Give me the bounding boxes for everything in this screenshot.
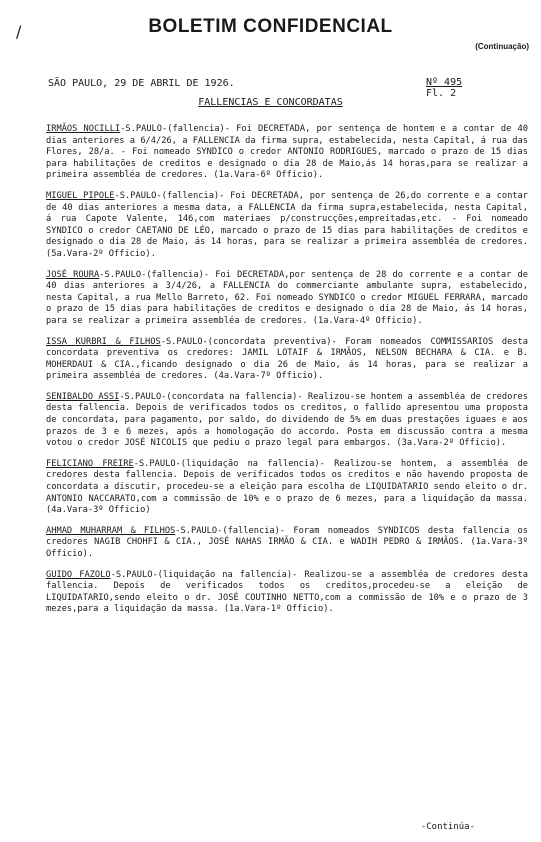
entry-name: JOSÉ ROURA (46, 269, 100, 280)
handwritten-mark: / (16, 22, 22, 41)
entry-text: -S.PAULO-(liquidação na fallencia)- Realizou-se hontem, a assembléa de credores desta fallencia. Depois de verificados todos os creditos e não havendo proposta de concordata a discutir, procedeu-se a eleição para escolha de LIQUIDATARIO sendo eleito o dr. ANTONIO NACCARATO,com a commissão de 10% e o prazo de 6 mezes, para a liquidação da massa.(4a.Vara-3º Officio) (46, 458, 529, 516)
entry-name: FELICIANO FREIRE (46, 458, 134, 469)
list-item (46, 570, 528, 616)
document-title: BOLETIM CONFIDENCIAL (148, 16, 393, 37)
entry-name: ISSA KURBRI & FILHOS (46, 336, 161, 347)
entry-text: -S.PAULO-(concordata na fallencia)- Realizou-se hontem a assembléa de credores desta fallencia. Depois de verificados todos os creditos, o fallido apresentou uma proposta de concordata, para pagamento, por saldo, do dividendo de 5% em duas prestações iguaes e aos prazos de 3 e 6 mezes, após a homologação do accordo. Posta em discussão contra a mesma votou o credor JOSÉ NICOLIS que pediu o prazo legal para embargos. (3a.Vara-2º Officio). (46, 391, 529, 449)
entry-text: -S.PAULO-(concordata preventiva)- Foram nomeados COMMISSARIOS desta concordata preventiva os credores: JAMIL LOTAIF & IRMÃOS, NELSON BECHARA & CIA. e B. MOHERDAUI & CIA.,ficando designado o dia 26 de Maio, ás 14 horas, para se realizar a primeira assembléa de credores. (4a.Vara-7º Officio). (46, 336, 528, 382)
issue-number-sheet: Fl. 2 (426, 88, 457, 99)
entry-name: MIGUEL PIPOLE (46, 190, 115, 201)
list-item (46, 337, 528, 383)
entry-text: -S.PAULO-(fallencia)- Foi DECRETADA, por sentença de hontem e a contar de 40 dias anteriores a 6/4/26, a FALLENCIA da firma supra, estabelecida, nesta Capital, á rua das Flores, 28/a. - Foi nomeado SYNDICO o credor ANTONIO RODRIGUES, marcado o prazo de 15 dias para habilitações de creditos e designado o dia 28 de Maio,ás 14 horas,para se realizar a primeira assembléa de credores. (1a.Vara-6º Officio). (46, 124, 528, 181)
list-item (46, 270, 528, 328)
continua-footer: -Continúa- (420, 822, 475, 832)
entry-text: -S.PAULO-(fallencia)- Foram nomeados SYNDICOS desta fallencia os credores NAGIB CHOHFI & CIA., JOSÉ NAHAS IRMÃO & CIA. e WADIH PEDRO & IRMÃOS. (1a.Vara-3º Officio). (46, 525, 528, 559)
list-item (46, 459, 528, 517)
entries-list (46, 124, 528, 625)
entry-name: SENIBALDO ASSI (46, 391, 120, 402)
dateline: SÃO PAULO, 29 DE ABRIL DE 1926. (48, 78, 235, 89)
list-item (46, 124, 528, 182)
section-heading: FALLENCIAS E CONCORDATAS (198, 97, 343, 108)
entry-text: -S.PAULO-(fallencia)- Foi DECRETADA,por sentença de 28 do corrente e a contar de 40 dias anteriores a 3/4/26, a FALLENCIA do commerciante ambulante supra, estabelecido, nesta Capital, a rua Mello Barreto, 62. Foi nomeado SYNDICO o credor MIGUEL FERRARA, marcado o prazo de 15 dias para habilitações de creditos e designado o dia 28 de Maio, ás 14 horas, para se realizar a primeira assembléa de credores. (1a.Vara-4º Officio). (46, 269, 528, 326)
entry-text: -S.PAULO-(fallencia)- Foi DECRETADA, por sentença de 26,do corrente e a contar de 40 dias anteriores a mesma data, a FALLENCIA da firma supra,estabelecida, nesta Capital, á rua Capote Valente, 146,com materiaes p/construcções,empreitadas,etc. - Foi nomeado SYNDICO o credor CAETANO DE LÉO, marcado o prazo de 15 dias para habilitações de creditos e designado o dia 28 de Maio, ás 14 horas, para se realizar a primeira assembléa de credores. (5a.Vara-2º Officio). (46, 190, 528, 259)
list-item (46, 191, 528, 261)
entry-name: IRMÃOS NOCILLI (46, 124, 121, 134)
entry-name: AHMAD MUHARRAM & FILHOS (46, 525, 176, 536)
list-item (46, 392, 528, 450)
entry-name: GUIDO FAZOLO (46, 569, 111, 580)
issue-number (426, 77, 462, 99)
issue-number-no: Nº 495 (426, 77, 463, 88)
entry-text: -S.PAULO-(liquidação na fallencia)- Realizou-se a assembléa de credores desta fallencia. Depois de verificados todos os creditos,procedeu-se a eleição de LIQUIDATARIO,sendo eleito o dr. JOSÉ COUTINHO NETTO,com a commissão de 10% e o prazo de 3 mezes,para a liquidação da massa. (1a.Vara-1º Officio). (46, 569, 529, 615)
continuation-label: (Continuação) (475, 42, 529, 51)
list-item (46, 526, 528, 561)
